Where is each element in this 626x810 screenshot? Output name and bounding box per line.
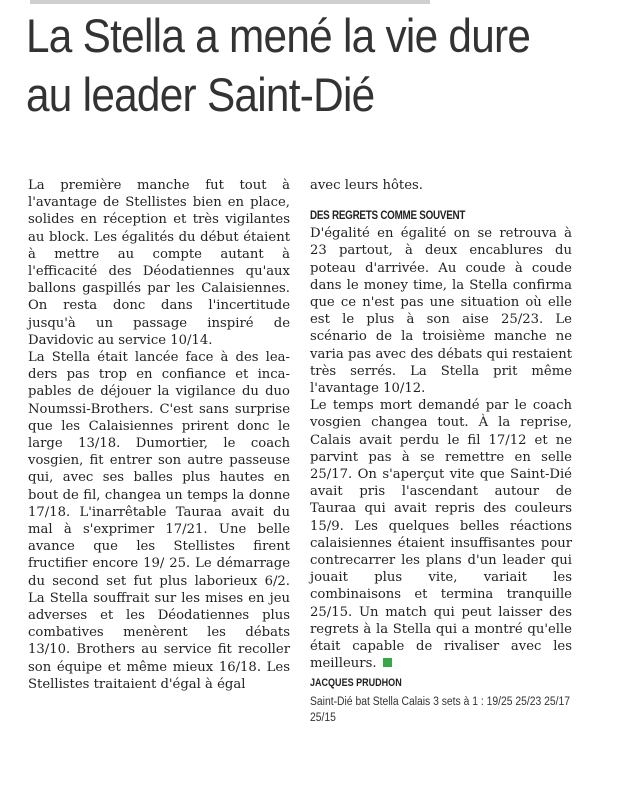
section-subheading: DES REGRETS COMME SOUVENT — [310, 208, 466, 223]
paragraph: D'égalité en égalité on se retrouva à 23 partout, à deux encablures du poteau d'arrivée. Au coude à coude dans le money time, la Stella confirma que ce n'est pas une situation où elle est le plus à son aise 25/23. Le scénario de la troisième manche ne varia pas avec des débats qui restaient très serrés. La Stella prit même l'avantage 10/12. — [310, 226, 572, 397]
paragraph-text: Le temps mort demandé par le coach vosgien changea tout. À la reprise, Calais avait perdu le fil 17/12 et ne parvint pas à se remettre en selle 25/17. On s'aperçut vite que Saint-Dié avait pris l'ascendant autour de Tauraa qui avait repris des couleurs 15/9. Les quelques belles réactions calaisiennes étaient insuffisantes pour contrecarrer les plans d'un leader qui jouait plus vite, variait les combinaisons et termina tranquille 25/15. Un match qui peut laisser des regrets à la Stella qui a montré qu'elle était capable de rivaliser avec les meilleurs. — [310, 398, 572, 672]
paragraph: La Stella était lancée face à des leaders pas trop en confiance et incapables de déjouer la vigilance du duo Noumssi-Brothers. C'est sans surprise que les Calaisiennes prirent donc le large 13/18. Dumortier, le coach vosgien, fit entrer son autre passeuse qui, avec ses balles plus hautes en bout de fil, changea un temps la donne 17/18. L'inarrêtable Tauraa avait du mal à s'exprimer 17/21. Une belle avance que les Stellistes firent fructifier encore 19/ 25. Le démarrage du second set fut plus laborieux 6/2. La Stella souffrait sur les mises en jeu adverses et les Déodatiennes plus combatives menèrent les débats 13/10. Brothers au service fit recoller son équipe et même mieux 16/18. Les Stellistes traitaient d'égal à égal — [28, 350, 290, 692]
author-byline: JACQUES PRUDHON — [310, 677, 402, 690]
paragraph: avec leurs hôtes. — [310, 178, 423, 193]
match-result: Saint-Dié bat Stella Calais 3 sets à 1 : 19/25 25/23 25/17 25/15 — [310, 696, 571, 725]
paragraph-with-end-marker — [310, 397, 572, 672]
top-color-strip — [30, 0, 430, 4]
end-of-article-square-icon — [383, 658, 392, 667]
article-column-left — [28, 177, 290, 693]
article-headline: La Stella a mené la vie dure au leader Saint-Dié — [26, 9, 531, 121]
paragraph: La première manche fut tout à l'avantage de Stellistes bien en place, solides en réception et très vigilantes au block. Les égalités du début étaient à mettre au compte autant à l'efficacité des Déodatiennes qu'aux ballons gaspillés par les Calaisiennes. On resta donc dans l'incertitude jusqu'à un passage inspiré de Davidovic au service 10/14. — [28, 178, 290, 348]
article-column-right — [310, 177, 572, 726]
